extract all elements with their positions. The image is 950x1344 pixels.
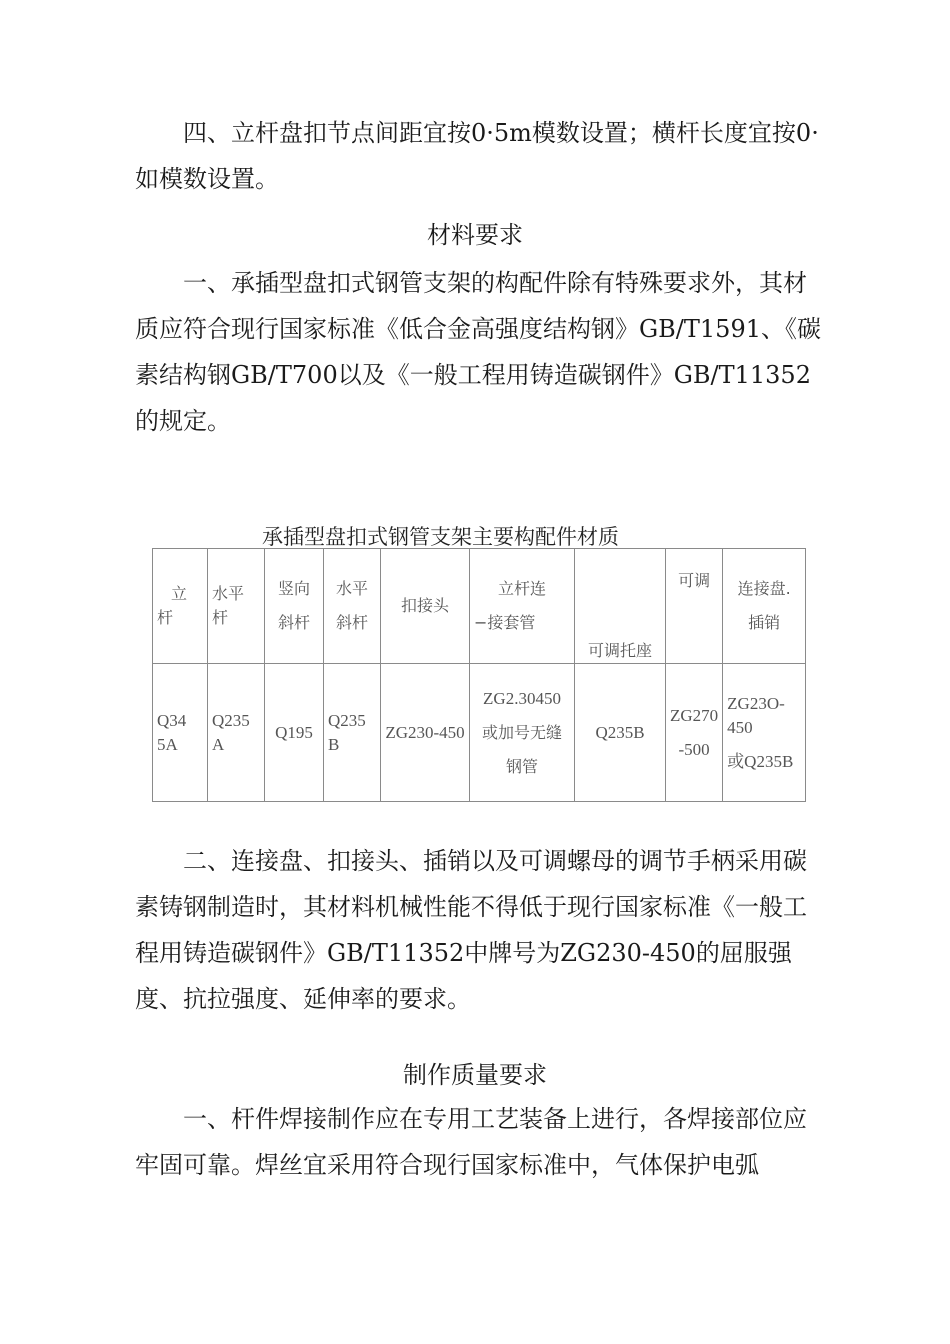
- header-text: 水平: [212, 584, 245, 603]
- cell-text: Q235: [328, 710, 366, 730]
- table-header-row: [153, 549, 806, 664]
- cell-text: A: [212, 734, 225, 754]
- header-cell-sleeve: [470, 549, 575, 664]
- cell-text: Q235B: [595, 722, 645, 742]
- cell-text: 或加号无缝: [481, 722, 562, 742]
- table-data-row: [153, 664, 806, 802]
- header-cell-rosette-pin: [723, 549, 806, 664]
- header-text: −接套管: [474, 613, 536, 632]
- cell-text: ZG270: [670, 705, 719, 725]
- table-caption: 承插型盘扣式钢管支架主要构配件材质: [262, 525, 619, 549]
- cell-text: ZG230-450: [385, 722, 465, 742]
- header-cell-vertical-pole: [153, 549, 208, 664]
- header-text: 连接盘.: [737, 579, 791, 598]
- paragraph-material-standards: 一、承插型盘扣式钢管支架的构配件除有特殊要求外，其材质应符合现行国家标准《低合金高强度结构钢》GB/T1591、《碳素结构钢GB/T700以及《一般工程用铸造碳钢件》GB/T11352的规定。: [135, 269, 821, 435]
- cell-text: Q235: [212, 710, 250, 730]
- cell-text: 或Q235B: [727, 751, 794, 771]
- header-cell-horizontal-bar: [208, 549, 265, 664]
- cell-text: Q34: [157, 710, 187, 730]
- section-heading-manufacturing: 制作质量要求: [403, 1061, 547, 1089]
- cell-text: B: [328, 734, 340, 754]
- cell-adjustable-head: [575, 664, 666, 802]
- header-text: 立杆连: [497, 579, 546, 598]
- paragraph-casting-steel: 二、连接盘、扣接头、插销以及可调螺母的调节手柄采用碳素铸钢制造时，其材料机械性能不得低于现行国家标准《一般工程用铸造碳钢件》GB/T11352中牌号为ZG230-450的屈服强度、抗拉强度、延伸率的要求。: [135, 847, 807, 1013]
- cell-coupler: [381, 664, 470, 802]
- cell-text: Q195: [275, 722, 313, 742]
- header-text: 立: [171, 584, 188, 603]
- header-text: 扣接头: [400, 596, 449, 615]
- paragraph-modulus: 四、立杆盘扣节点间距宜按0·5m模数设置；横杆长度宜按0·如模数设置。: [135, 119, 819, 193]
- header-cell-adjustable-head: [575, 549, 666, 664]
- header-cell-horizontal-diagonal: [324, 549, 381, 664]
- header-text: 斜杆: [277, 613, 310, 632]
- cell-text: ZG2.30450: [483, 688, 561, 708]
- cell-text: 5A: [157, 734, 178, 754]
- section-heading-material: 材料要求: [427, 221, 523, 249]
- header-text: 竖向: [277, 579, 310, 598]
- header-text: 可调: [678, 571, 711, 590]
- header-text: 杆: [212, 608, 229, 627]
- header-cell-adjustable: [666, 549, 723, 664]
- header-text: 水平: [335, 579, 368, 598]
- cell-sleeve: [470, 664, 575, 802]
- header-cell-vertical-diagonal: [265, 549, 324, 664]
- header-text: 可调托座: [587, 641, 652, 660]
- header-cell-coupler: [381, 549, 470, 664]
- material-table: [152, 548, 806, 802]
- cell-text: ZG23O-: [727, 693, 785, 713]
- paragraph-welding: 一、杆件焊接制作应在专用工艺装备上进行，各焊接部位应牢固可靠。焊丝宜采用符合现行国家标准中，气体保护电弧: [135, 1105, 807, 1179]
- cell-adjustable: [666, 664, 723, 802]
- cell-vertical-diagonal: [265, 664, 324, 802]
- cell-horizontal-diagonal: [324, 664, 381, 802]
- cell-rosette-pin: [723, 664, 806, 802]
- cell-text: 450: [727, 717, 753, 737]
- header-text: 插销: [748, 613, 781, 632]
- cell-horizontal-bar: [208, 664, 265, 802]
- header-text: 杆: [157, 608, 174, 627]
- cell-text: -500: [678, 739, 710, 759]
- header-text: 斜杆: [335, 613, 368, 632]
- cell-text: 钢管: [505, 756, 538, 776]
- cell-vertical-pole: [153, 664, 208, 802]
